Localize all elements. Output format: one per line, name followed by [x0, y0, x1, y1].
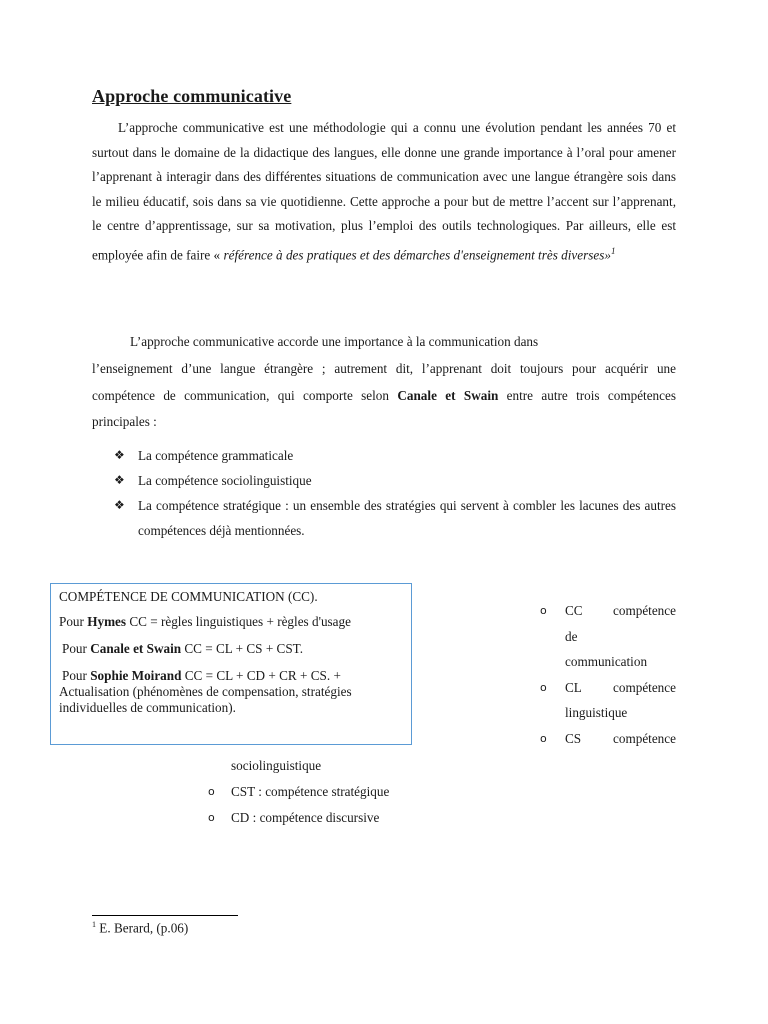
list-item — [208, 779, 468, 805]
textbox-text: CC = CL + CD + CR + CS. + — [181, 668, 341, 683]
circle-bullet-icon: o — [540, 604, 547, 617]
author-name: Sophie Moirand — [90, 668, 182, 683]
diamond-bullet-icon: ❖ — [114, 448, 125, 462]
list-item — [208, 805, 468, 831]
circle-bullet-icon: o — [208, 785, 215, 798]
textbox-row-moirand — [59, 668, 403, 716]
textbox-text: Pour — [62, 668, 91, 683]
paragraph-competences-end: entre autre trois compétences principales : — [92, 387, 676, 430]
abbreviation-meaning: sociolinguistique — [231, 758, 322, 773]
abbreviation-meaning: de — [565, 628, 578, 644]
abbreviation-meaning: compétence — [613, 603, 676, 618]
paragraph-intro-text: L’approche communicative est une méthodologie qui a connu une évolution pendant les années 70 et surtout dans le domaine de la didactique des langues, elle donne une grande importance à l’oral pour amener l’apprenant à interagir dans des différentes situations de communication avec une langue étrangère sois dans le milieu éducatif, sois dans sa vie quotidienne. Cette approche a pour but de mettre l’accent sur l’apprenant, le centre d’apprentissage, sur sa motivation, plus l’emploi des outils technologiques. Par ailleurs, elle est employée afin de faire « — [92, 120, 676, 263]
abbreviation: CS — [565, 730, 582, 746]
competence-list — [92, 443, 676, 543]
list-item — [92, 493, 676, 543]
abbreviation-list-right — [540, 598, 676, 752]
footnote-separator — [92, 915, 238, 916]
list-item — [540, 598, 676, 675]
abbreviation-definition: CD : compétence discursive — [231, 810, 380, 825]
abbreviation-meaning: compétence — [613, 679, 676, 695]
footnote-reference[interactable]: 1 — [610, 245, 616, 256]
author-name: Hymes — [87, 614, 127, 629]
footnote-text: E. Berard, (p.06) — [96, 920, 189, 936]
list-item — [92, 443, 676, 468]
footnote — [92, 920, 188, 936]
list-item-text: La compétence stratégique : un ensemble des stratégies qui servent à combler les lacunes des autres compétences déjà mentionnées. — [138, 498, 676, 538]
list-item — [540, 726, 676, 752]
abbreviation-meaning: compétence — [613, 730, 676, 746]
footnote-number: 1 — [92, 920, 96, 929]
abbreviation-definition: CST : compétence stratégique — [231, 784, 390, 799]
list-item — [92, 468, 676, 493]
list-item-text: La compétence sociolinguistique — [138, 473, 312, 488]
competence-textbox — [50, 583, 412, 745]
abbreviation-list-lower — [208, 753, 468, 831]
textbox-text: Pour — [59, 614, 88, 629]
textbox-row-canale — [59, 641, 403, 657]
abbreviation: CC — [565, 603, 583, 618]
textbox-row-hymes — [59, 614, 403, 630]
paragraph-intro-quote: référence à des pratiques et des démarches d'enseignement très diverses» — [223, 247, 611, 263]
circle-bullet-icon: o — [540, 731, 547, 745]
textbox-text: CC = règles linguistiques + règles d'usage — [126, 614, 351, 629]
abbreviation-meaning: linguistique — [565, 705, 628, 721]
paragraph-competences-text: l’enseignement d’une langue étrangère ; autrement dit, l’apprenant doit toujours pour acquérir une compétence de communication, qui comporte selon — [92, 360, 676, 403]
paragraph-competences-authors: Canale et Swain — [397, 387, 499, 403]
textbox-text: Pour — [62, 641, 91, 656]
list-item-text: La compétence grammaticale — [138, 448, 294, 463]
paragraph-competences — [92, 329, 676, 436]
textbox-text: Actualisation (phénomènes de compensation, stratégies individuelles de communication). — [59, 684, 352, 715]
diamond-bullet-icon: ❖ — [114, 473, 125, 487]
paragraph-competences-line1: L’approche communicative accorde une importance à la communication dans — [130, 334, 539, 349]
circle-bullet-icon: o — [208, 811, 215, 824]
abbreviation-meaning: communication — [565, 654, 648, 670]
list-item — [540, 675, 676, 726]
textbox-text: CC = CL + CS + CST. — [181, 641, 304, 656]
textbox-heading: COMPÉTENCE DE COMMUNICATION (CC). — [59, 589, 318, 604]
author-name: Canale et Swain — [90, 641, 182, 656]
paragraph-intro — [92, 116, 676, 268]
circle-bullet-icon: o — [540, 680, 547, 694]
diamond-bullet-icon: ❖ — [114, 498, 125, 512]
page-title: Approche communicative — [92, 86, 292, 106]
abbreviation: CL — [565, 679, 582, 695]
